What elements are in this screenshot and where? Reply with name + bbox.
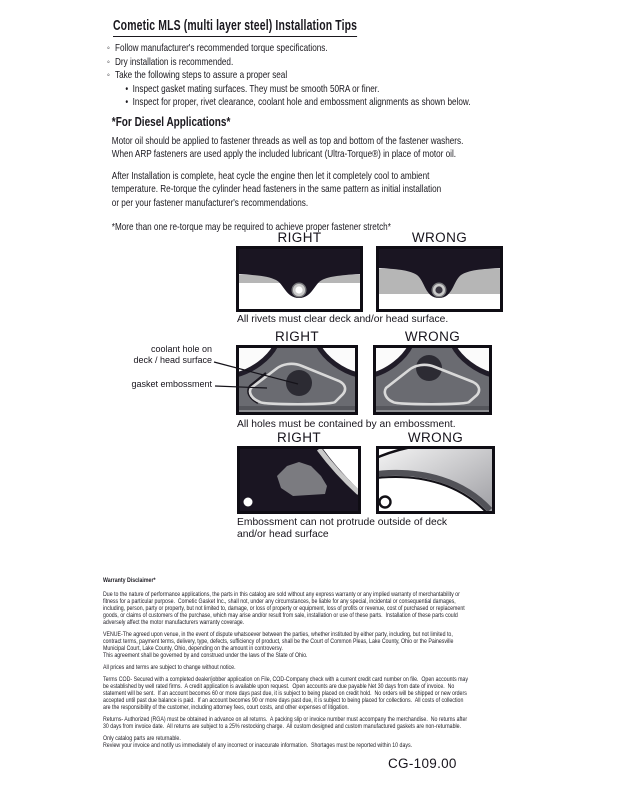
diesel-paragraph-2: After Installation is complete, heat cycle the engine then let it completely cool to ambient temperature. Re-torque the cylinder head fasteners in the same pattern as initial installation or per your fastener manufacturer's recommendations. [111, 170, 442, 209]
diesel-paragraph-1: Motor oil should be applied to fastener threads as well as top and bottom of the fastener washers. When ARP fasteners are used apply the included lubricant (Ultra-Torque®) in place of motor oil. [111, 135, 464, 161]
figure-caption-row3: Embossment can not protrude outside of deck and/or head surface [237, 517, 448, 540]
right-label-row2: RIGHT [275, 329, 319, 344]
tip-item: ◦ Dry installation is recommended. [107, 56, 555, 70]
sub-tip-item: • Inspect gasket mating surfaces. They must be smooth 50RA or finer. [125, 83, 555, 97]
rivet-clearance-right-diagram [236, 246, 363, 312]
rivet-center [435, 286, 442, 293]
legal-paragraph: All prices and terms are subject to change without notice. [103, 664, 236, 671]
legal-paragraph: Returns- Authorized (RGA) must be obtained in advance on all returns. A packing slip or invoice number must accompany the merchandise. No returns after 30 days from invoice date. All returns are subject to a 25% restocking charge. All custom designed and custom manufactured gaskets are non-returnable. [103, 716, 468, 730]
diesel-applications-section [107, 116, 555, 234]
right-label-row1: RIGHT [277, 230, 322, 245]
legal-paragraph: Due to the nature of performance applications, the parts in this catalog are sold without any express warranty or any implied warranty of merchantability or fitness for a particular purpose. Cometic Gasket Inc., shall not, under any circumstances, be liable for any special, incidental or consequential damages, including, person, party or property, but not limited to, damage, or loss of property or equipment, loss of profits or revenue, cost of purchased or replacement goods, or claims of customers of the purchase, which may arise and/or result from sale, installation or use of these parts. Installation of these parts could adversely affect the motor manufacturers warranty coverage. [103, 591, 465, 626]
rivet-clearance-wrong-diagram [376, 246, 503, 312]
tips-list [107, 42, 555, 110]
retorque-note: *More than one re-torque may be required to achieve proper fastener stretch* [111, 221, 391, 233]
warranty-heading: Warranty Disclaimer* [103, 577, 156, 584]
right-label-row3: RIGHT [277, 430, 321, 445]
wrong-label-row1: WRONG [411, 230, 468, 245]
page-title: Cometic MLS (multi layer steel) Installation Tips [113, 18, 357, 37]
figure-caption-row1: All rivets must clear deck and/or head surface. [237, 314, 449, 325]
figure-caption-row2: All holes must be contained by an embossment. [237, 419, 456, 430]
gasket-embossment-label: gasket embossment [131, 379, 212, 389]
diesel-heading: *For Diesel Applications* [111, 114, 231, 129]
protrusion-right-diagram [237, 446, 361, 514]
wrong-label-row2: WRONG [404, 329, 461, 344]
sub-tips-list [107, 83, 555, 110]
legal-paragraph: Review your invoice and notify us immediately of any incorrect or inaccurate information. Shortages must be reported within 10 days. [103, 742, 413, 749]
sub-tip-item: • Inspect for proper, rivet clearance, coolant hole and embossment alignments as shown below. [125, 96, 555, 110]
bolt-hole [380, 497, 391, 508]
embossment-wrong-diagram [373, 345, 492, 415]
legal-paragraph: This agreement shall be governed by and construed under the laws of the State of Ohio. [103, 652, 308, 659]
protrusion-wrong-diagram [376, 446, 495, 514]
installation-tips-section [107, 42, 555, 242]
legal-paragraph: VENUE-The agreed upon venue, in the event of dispute whatsoever between the parties, whether instituted by either party, including, but not limited to, contract terms, payment terms, delivery, type, defects, sufficiency of product, shall be the Court of Common Pleas, Lake County, Ohio or the Painesville Municipal Court, Lake County, Ohio, depending on the amount in controversy. [103, 631, 454, 652]
wrong-label-row3: WRONG [407, 430, 464, 445]
warranty-disclaimer-section [103, 577, 542, 754]
page-code: CG-109.00 [388, 756, 457, 771]
rivet-center [295, 286, 302, 293]
tip-item: ◦ Take the following steps to assure a proper seal [107, 69, 555, 83]
tip-item: ◦ Follow manufacturer's recommended torque specifications. [107, 42, 555, 56]
legal-paragraph: Terms COD- Secured with a completed dealer/jobber application on File, COD-Company check with a current credit card number on file. Open accounts may be established by well rated firms. A credit application is available upon request. Open accounts are due payable Net 30 days from date of invoice. No statement will be sent. If an account becomes 60 or more days past due, it is subject to being placed on credit hold. No orders will be shipped or new orders accepted until past due balance is paid. If an account becomes 90 or more days past due, it is subject to being placed for collections. All costs of collection are the responsibility of the customer, including attorney fees, court costs, and other expenses of litigation. [103, 676, 468, 711]
bolt-hole [244, 498, 253, 507]
leader-lines [110, 342, 310, 402]
coolant-hole-label: coolant hole on deck / head surface [133, 344, 212, 365]
legal-paragraph: Only catalog parts are returnable. [103, 735, 181, 742]
